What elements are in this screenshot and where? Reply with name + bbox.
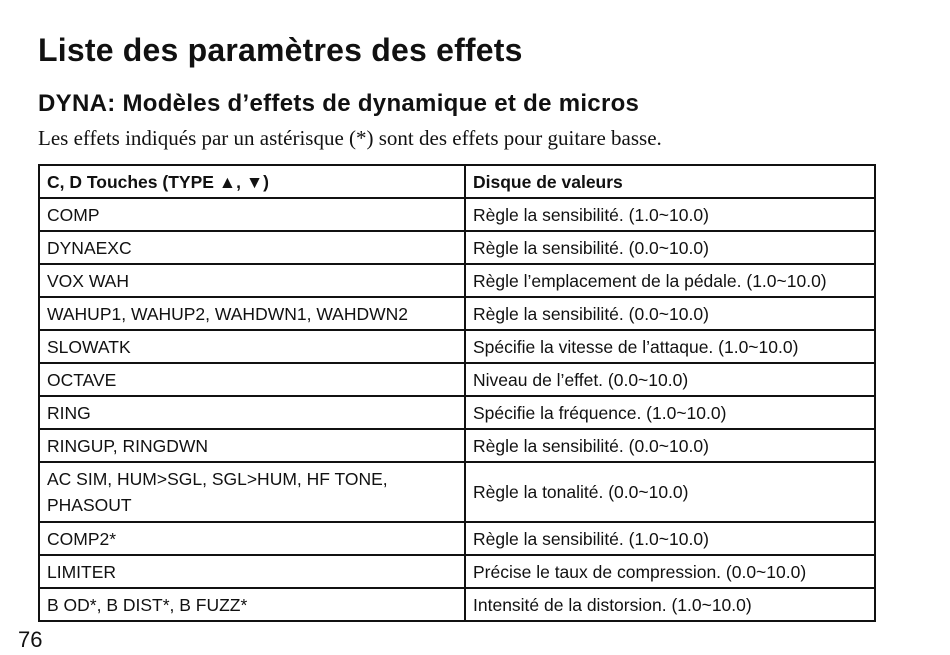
table-header-row bbox=[39, 165, 875, 198]
row-keys: B OD*, B DIST*, B FUZZ* bbox=[39, 588, 465, 621]
row-keys: SLOWATK bbox=[39, 330, 465, 363]
row-value: Règle la sensibilité. (1.0~10.0) bbox=[465, 522, 875, 555]
table-row bbox=[39, 522, 875, 555]
parameters-table bbox=[38, 164, 876, 622]
table-row bbox=[39, 264, 875, 297]
row-value: Spécifie la fréquence. (1.0~10.0) bbox=[465, 396, 875, 429]
header-keys: C, D Touches (TYPE ▲, ▼) bbox=[39, 165, 465, 198]
row-value: Niveau de l’effet. (0.0~10.0) bbox=[465, 363, 875, 396]
page-title: Liste des paramètres des effets bbox=[38, 32, 523, 68]
row-keys: AC SIM, HUM>SGL, SGL>HUM, HF TONE, PHASOUT bbox=[39, 462, 465, 522]
row-value: Règle l’emplacement de la pédale. (1.0~10.0) bbox=[465, 264, 875, 297]
intro-text: Les effets indiqués par un astérisque (*) sont des effets pour guitare basse. bbox=[38, 126, 662, 150]
row-keys: COMP2* bbox=[39, 522, 465, 555]
row-value: Précise le taux de compression. (0.0~10.0) bbox=[465, 555, 875, 588]
row-keys: LIMITER bbox=[39, 555, 465, 588]
section-title: DYNA: Modèles d’effets de dynamique et de micros bbox=[38, 90, 640, 117]
table-row bbox=[39, 330, 875, 363]
table-row bbox=[39, 588, 875, 621]
table-row bbox=[39, 198, 875, 231]
table-row bbox=[39, 363, 875, 396]
row-keys: DYNAEXC bbox=[39, 231, 465, 264]
row-keys: RINGUP, RINGDWN bbox=[39, 429, 465, 462]
table-row bbox=[39, 231, 875, 264]
row-value: Règle la tonalité. (0.0~10.0) bbox=[465, 462, 875, 522]
row-keys: COMP bbox=[39, 198, 465, 231]
table-row bbox=[39, 297, 875, 330]
row-value: Spécifie la vitesse de l’attaque. (1.0~10.0) bbox=[465, 330, 875, 363]
row-value: Règle la sensibilité. (0.0~10.0) bbox=[465, 231, 875, 264]
table-row bbox=[39, 555, 875, 588]
header-values: Disque de valeurs bbox=[465, 165, 875, 198]
row-value: Intensité de la distorsion. (1.0~10.0) bbox=[465, 588, 875, 621]
row-keys: VOX WAH bbox=[39, 264, 465, 297]
row-value: Règle la sensibilité. (0.0~10.0) bbox=[465, 297, 875, 330]
row-keys: WAHUP1, WAHUP2, WAHDWN1, WAHDWN2 bbox=[39, 297, 465, 330]
table-row bbox=[39, 429, 875, 462]
row-keys: OCTAVE bbox=[39, 363, 465, 396]
row-value: Règle la sensibilité. (0.0~10.0) bbox=[465, 429, 875, 462]
row-keys: RING bbox=[39, 396, 465, 429]
table-row bbox=[39, 462, 875, 522]
row-value: Règle la sensibilité. (1.0~10.0) bbox=[465, 198, 875, 231]
page-number: 76 bbox=[18, 627, 43, 652]
table-row bbox=[39, 396, 875, 429]
